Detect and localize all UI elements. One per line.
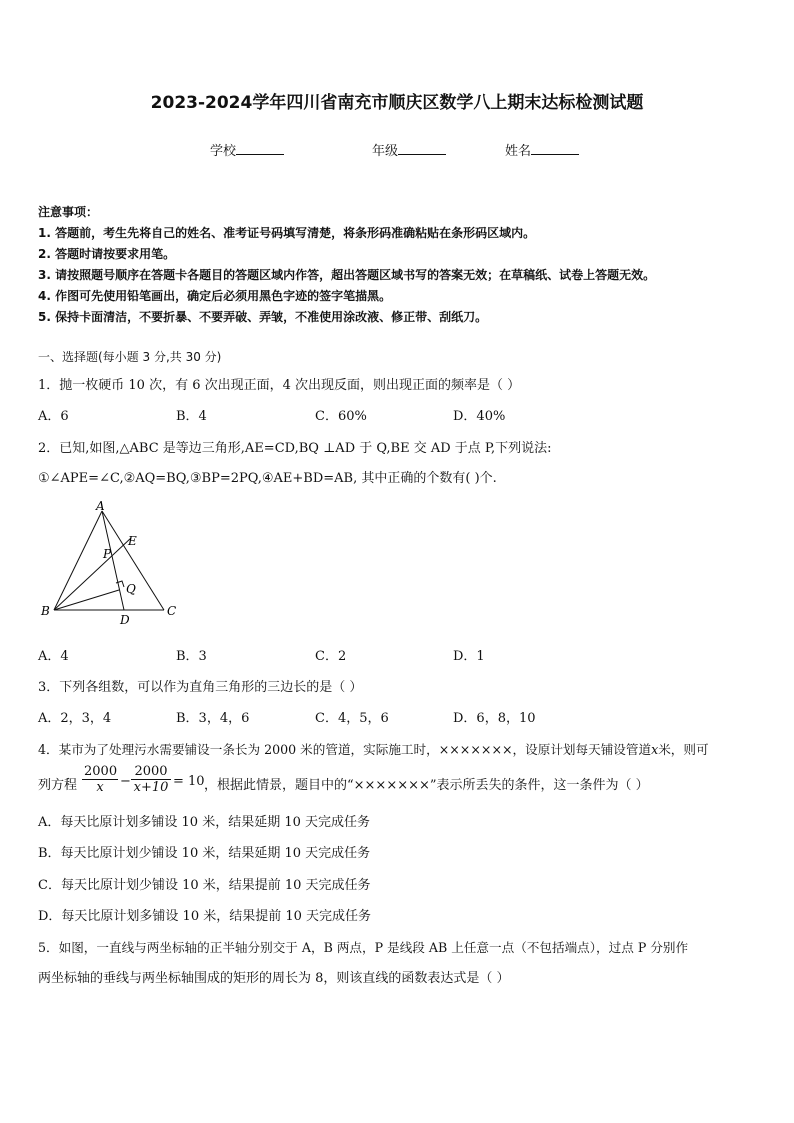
name-field[interactable] [505,140,579,159]
page-title: 2023-2024学年四川省南充市顺庆区数学八上期末达标检测试题 [150,93,644,113]
q1-option-a[interactable]: A．6 [38,409,69,424]
section-heading: 一、选择题(每小题 3 分,共 30 分) [38,350,222,364]
question-4-stem [38,739,709,758]
q1-option-c[interactable]: C．60% [315,409,367,424]
note-item: 3. 请按照题号顺序在答题卡各题目的答题区域内作答，超出答题区域书写的答案无效；在草稿纸、试卷上答题无效。 [38,268,656,282]
note-item: 2. 答题时请按要求用笔。 [38,247,176,261]
q1-option-d[interactable]: D．40% [453,409,506,424]
label-d: D [120,613,130,627]
fraction-1-numerator: 2000 [84,764,118,779]
side-ab [54,511,102,610]
notes-heading: 注意事项： [38,205,99,219]
note-item: 1. 答题前，考生先将自己的姓名、准考证号码填写清楚，将条形码准确粘贴在条形码区域内。 [38,226,536,240]
q4-eq-suffix: ，根据此情景，题目中的“×××××××”表示所丢失的条件，这一条件为（ ） [204,778,649,793]
q2-option-b[interactable]: B．3 [176,649,207,664]
label-c: C [167,604,176,618]
q4-option-d[interactable]: D．每天比原计划多铺设 10 米，结果提前 10 天完成任务 [38,909,372,924]
right-angle-mark [116,581,124,587]
label-q: Q [126,582,136,596]
label-e: E [128,534,137,548]
q4-option-b[interactable]: B．每天比原计划少铺设 10 米，结果延期 10 天完成任务 [38,846,371,861]
notes-section [38,202,768,328]
q4-eq-prefix: 列方程 [38,778,78,793]
q4-fraction-2 [131,764,171,795]
question-5-stem: 5．如图，一直线与两坐标轴的正半轴分别交于 A，B 两点，P 是线段 AB 上任意一点（不包括端点），过点 P 分别作 [38,940,689,955]
note-item: 5. 保持卡面清洁，不要折暴、不要弄破、弄皱，不准使用涂改液、修正带、刮纸刀。 [38,310,488,324]
q3-option-c[interactable]: C．4，5，6 [315,711,389,726]
question-5-stem-cont: 两坐标轴的垂线与两坐标轴围成的矩形的周长为 8，则该直线的函数表达式是（ ） [38,971,510,986]
school-field[interactable] [210,140,284,159]
question-2-stem: 2．已知,如图,△ABC 是等边三角形,AE=CD,BQ ⊥AD 于 Q,BE 交 AD 于点 P,下列说法: [38,441,552,456]
fraction-2-numerator: 2000 [131,764,171,780]
note-item: 4. 作图可先使用铅笔画出，确定后必须用黑色字迹的签字笔描黑。 [38,289,392,303]
fraction-2-denominator: x+10 [133,780,169,795]
q2-option-d[interactable]: D．1 [453,649,485,664]
q4-var-x: x [651,742,659,757]
q3-option-d[interactable]: D．6，8，10 [453,711,536,726]
q4-option-a[interactable]: A．每天比原计划多铺设 10 米，结果延期 10 天完成任务 [38,815,371,830]
q4-eq-rhs: = 10 [173,774,205,789]
label-b: B [41,604,50,618]
q1-option-b[interactable]: B．4 [176,409,207,424]
name-label: 姓名 [505,144,532,159]
q4-stem-tail: 米，则可 [658,742,709,757]
q2-option-c[interactable]: C．2 [315,649,347,664]
segment-bq [54,590,119,610]
school-label: 学校 [210,144,237,159]
q3-option-b[interactable]: B．3，4，6 [176,711,250,726]
question-3-stem: 3．下列各组数，可以作为直角三角形的三边长的是（ ） [38,680,363,695]
q4-stem-text: 4．某市为了处理污水需要铺设一条长为 2000 米的管道，实际施工时，×××××××，设原计划每天铺设管道 [38,742,652,757]
fraction-1-denominator: x [96,780,104,795]
question-2-stem-cont: ①∠APE=∠C,②AQ=BQ,③BP=2PQ,④AE+BD=AB, 其中正确的个数有( )个. [38,471,497,486]
label-a: A [96,499,105,513]
q2-option-a[interactable]: A．4 [38,649,69,664]
q4-minus: − [120,774,131,789]
grade-label: 年级 [372,144,399,159]
triangle-figure [36,498,176,628]
q4-fraction-1 [82,764,118,795]
grade-field[interactable] [372,140,446,159]
question-1-stem: 1．抛一枚硬币 10 次，有 6 次出现正面，4 次出现反面，则出现正面的频率是（ ） [38,378,521,393]
q4-option-c[interactable]: C．每天比原计划少铺设 10 米，结果提前 10 天完成任务 [38,878,371,893]
segment-be [54,538,131,610]
label-p: P [103,547,112,561]
q3-option-a[interactable]: A．2，3，4 [38,711,112,726]
